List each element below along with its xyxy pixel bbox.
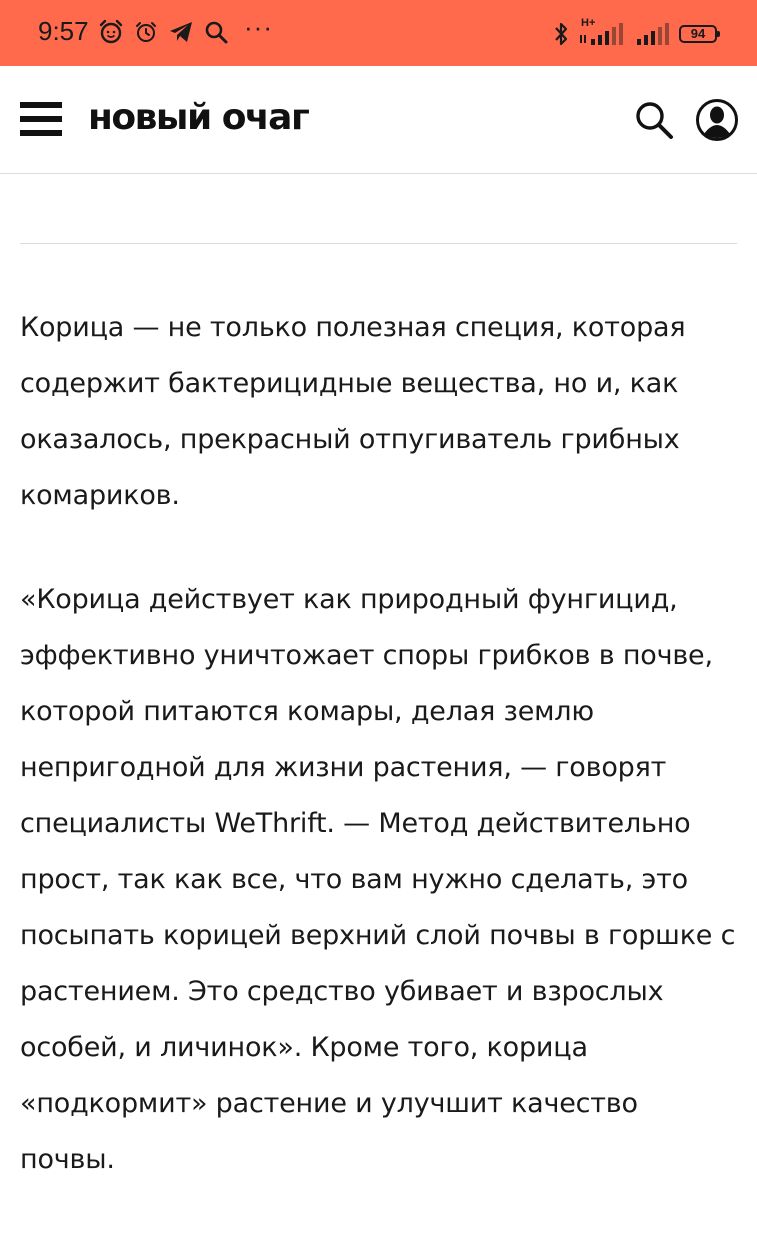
telegram-icon xyxy=(168,20,194,44)
status-icons-left xyxy=(98,18,228,46)
user-avatar-icon xyxy=(695,98,739,142)
status-time: 9:57 xyxy=(38,16,89,46)
network-type-label: H+ xyxy=(581,17,596,29)
search-button[interactable] xyxy=(634,100,674,140)
status-icons-right xyxy=(553,17,717,48)
battery-icon: 94 xyxy=(679,25,717,43)
bluetooth-icon xyxy=(553,21,569,47)
search-icon xyxy=(204,20,228,44)
status-bar xyxy=(0,0,757,66)
app-header xyxy=(0,66,757,174)
hamburger-menu-icon[interactable] xyxy=(20,102,62,136)
article-paragraph: Корица — не только полезная специя, которая содержит бактерицидные вещества, но и, как оказалось, прекрасный отпугиватель грибных комариков. xyxy=(20,312,686,511)
article-body xyxy=(20,300,740,1236)
article-paragraph: «Корица действует как природный фунгицид, эффективно уничтожает споры грибков в почве, которой питаются комары, делая землю непригодной для жизни растения, — говорят специалисты WeThrift. — Метод действительно прост, так как все, что вам нужно сделать, это посыпать корицей верхний слой почвы в горшке с растением. Это средство убивает и взрослых особей, и личинок». Кроме того, корица «подкормит» растение и улучшит качество почвы. xyxy=(20,584,736,1175)
search-icon xyxy=(634,100,674,140)
user-profile-button[interactable] xyxy=(695,98,739,142)
content-divider xyxy=(20,243,737,244)
alarm-clock-icon xyxy=(98,19,124,45)
site-logo[interactable]: новый очаг xyxy=(88,97,309,138)
signal-icon xyxy=(635,21,671,47)
signal-h-plus xyxy=(577,17,627,47)
signal-icon xyxy=(577,21,627,47)
alarm-icon xyxy=(134,20,158,44)
status-more-icon: ··· xyxy=(244,12,273,42)
